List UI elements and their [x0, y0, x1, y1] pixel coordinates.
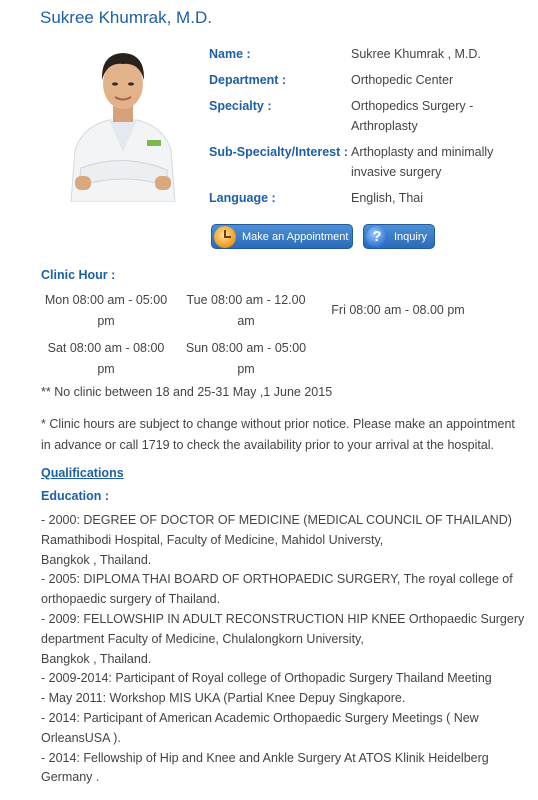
info-row-language — [209, 188, 529, 208]
list-item: - 2009-2014: Participant of Royal college of Orthopadic Surgery Thailand Meeting — [41, 671, 492, 686]
clock-icon — [214, 226, 236, 248]
inquiry-button[interactable] — [363, 224, 435, 249]
clinic-hour-mon: Mon 08:00 am - 05:00 pm — [44, 293, 168, 328]
list-item: Bangkok , Thailand. — [41, 552, 152, 567]
qualifications-link[interactable]: Qualifications — [41, 466, 124, 480]
specialty-value: Orthopedics Surgery - Arthroplasty — [351, 99, 474, 133]
clinic-hour-sat: Sat 08:00 am - 08:00 pm — [47, 341, 165, 376]
clinic-change-note: * Clinic hours are subject to change without prior notice. Please make an appointment in advance or call 1719 to check the availability prior to your arrival at the hospital. — [41, 417, 515, 452]
name-value: Sukree Khumrak , M.D. — [351, 47, 481, 61]
inquiry-label: Inquiry — [394, 230, 428, 243]
subspecialty-label: Sub-Specialty/Interest : — [209, 145, 348, 159]
clinic-closure-note: ** No clinic between 18 and 25-31 May ,1 June 2015 — [41, 385, 333, 399]
question-icon: ? — [366, 226, 388, 248]
list-item: - 2009: FELLOWSHIP IN ADULT RECONSTRUCTION HIP KNEE Orthopaedic Surgery department Faculty of Medicine, Chulalongkorn University, — [41, 611, 525, 646]
list-item: - May 2011: Workshop MIS UKA (Partial Knee Depuy Singkapore. — [41, 691, 406, 706]
clinic-hour-tue: Tue 08:00 am - 12.00 am — [186, 293, 306, 328]
clinic-hour-sun: Sun 08:00 am - 05:00 pm — [185, 341, 307, 376]
make-appointment-button[interactable] — [211, 224, 353, 249]
department-label: Department : — [209, 73, 287, 87]
page-title: Sukree Khumrak, M.D. — [40, 8, 212, 27]
department-value: Orthopedic Center — [351, 73, 454, 87]
list-item: - 2005: DIPLOMA THAI BOARD OF ORTHOPAEDIC SURGERY, The royal college of orthopaedic surgery of Thailand. — [41, 572, 513, 607]
list-item: Bangkok , Thailand. — [41, 651, 152, 666]
clinic-hour-fri: Fri 08:00 am - 08.00 pm — [331, 303, 465, 317]
education-list — [41, 511, 531, 788]
doctor-photo — [63, 40, 183, 202]
make-appointment-label: Make an Appointment — [242, 230, 349, 243]
education-heading: Education : — [41, 489, 110, 503]
language-value: English, Thai — [351, 191, 424, 205]
specialty-label: Specialty : — [209, 99, 272, 113]
info-row-name — [209, 44, 529, 64]
list-item: - 2014: Participant of American Academic Orthopaedic Surgery Meetings ( New OrleansUSA ). — [41, 710, 479, 745]
info-row-subspecialty — [209, 142, 529, 182]
clinic-hour-heading: Clinic Hour : — [41, 268, 116, 282]
list-item: - 2000: DEGREE OF DOCTOR OF MEDICINE (MEDICAL COUNCIL OF THAILAND) Ramathibodi Hospital, Faculty of Medicine, Mahidol Universty, — [41, 513, 512, 547]
doctor-info-table — [209, 44, 529, 214]
name-label: Name : — [209, 47, 251, 61]
list-item: - 2014: Fellowship of Hip and Knee and Ankle Surgery At ATOS Klinik Heidelberg Germany . — [41, 750, 489, 785]
language-label: Language : — [209, 191, 276, 205]
info-row-specialty — [209, 96, 529, 136]
subspecialty-value: Arthoplasty and minimally invasive surgery — [351, 145, 494, 179]
info-row-department — [209, 70, 529, 90]
